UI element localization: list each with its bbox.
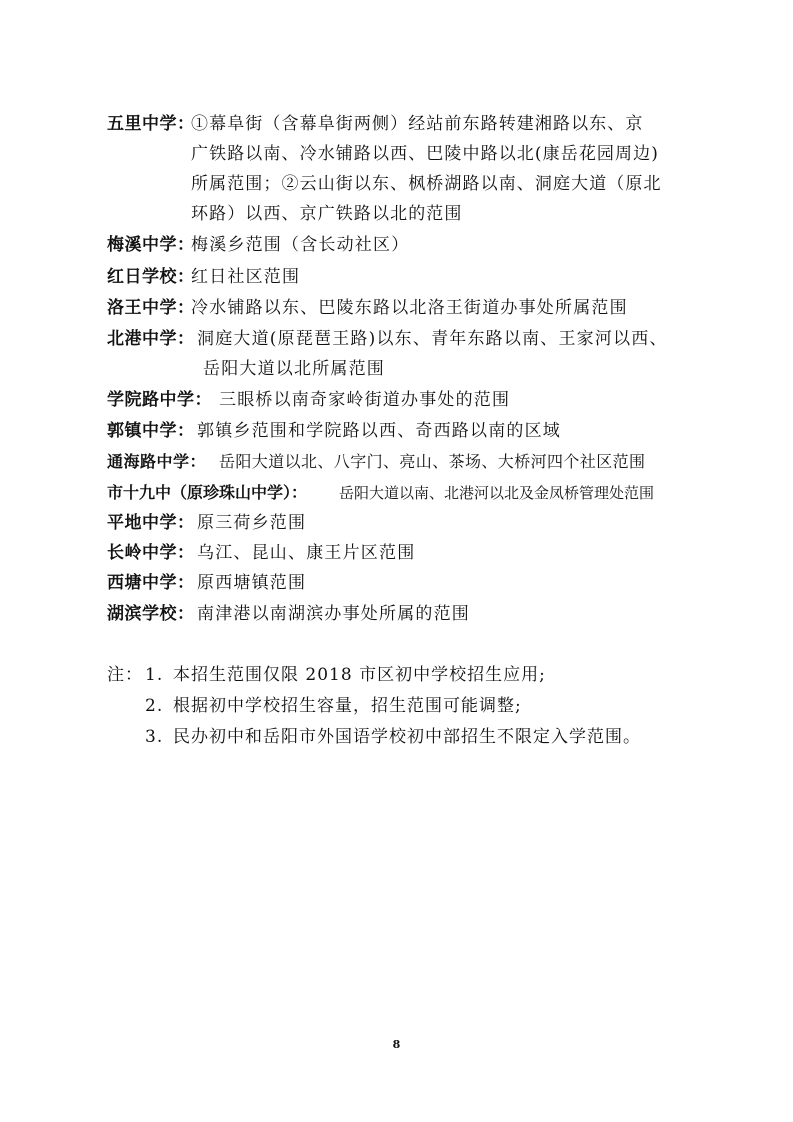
range-line: 岳阳大道以北、八字门、亮山、茶场、大桥河四个社区范围 [219, 452, 646, 471]
school-range [197, 538, 415, 568]
school-range [191, 262, 300, 292]
range-line: 郭镇乡范围和学院路以西、奇西路以南的区域 [197, 421, 561, 441]
school-range [191, 293, 628, 323]
range-line: 冷水铺路以东、巴陵东路以北洛王街道办事处所属范围 [191, 298, 628, 318]
note-number: 3. [145, 727, 164, 747]
school-range [197, 568, 306, 598]
note-number: 2. [145, 696, 164, 716]
range-line: 所属范围；②云山街以东、枫桥湖路以南、洞庭大道（原北 [191, 174, 662, 194]
range-line: 梅溪乡范围（含长动社区） [191, 235, 410, 255]
range-line: 红日社区范围 [191, 267, 301, 287]
school-name: 红日学校： [107, 267, 195, 287]
school-name: 郭镇中学： [107, 421, 195, 441]
range-line: ①幕阜街（含幕阜街两侧）经站前东路转建湘路以东、京 [191, 114, 644, 134]
range-line: 乌江、昆山、康王片区范围 [197, 543, 416, 563]
school-name: 通海路中学： [107, 452, 207, 471]
school-name: 北港中学： [107, 329, 195, 349]
note-text: 本招生范围仅限 2018 市区初中学校招生应用; [173, 665, 546, 685]
school-range [197, 599, 470, 629]
school-range [219, 447, 645, 477]
school-name: 五里中学： [107, 114, 195, 134]
range-line: 三眼桥以南奇家岭街道办事处的范围 [219, 390, 511, 410]
range-line: 原西塘镇范围 [197, 573, 307, 593]
school-range [219, 385, 510, 415]
note-item [107, 660, 707, 691]
range-line: 广铁路以南、冷水铺路以西、巴陵中路以北(康岳花园周边) [191, 144, 659, 164]
note-text: 根据初中学校招生容量，招生范围可能调整; [173, 696, 522, 716]
note-text: 民办初中和岳阳市外国语学校初中部招生不限定入学范围。 [173, 727, 641, 747]
school-name: 长岭中学： [107, 543, 195, 563]
note-item [107, 691, 707, 722]
school-range [197, 324, 668, 384]
school-range [191, 230, 409, 260]
school-range [191, 109, 662, 229]
note-number: 1. [145, 665, 164, 685]
range-line: 原三荷乡范围 [197, 513, 307, 533]
range-line: 岳阳大道以南、北港河以北及金凤桥管理处范围 [339, 484, 655, 502]
range-line: 洞庭大道(原琵琶王路)以东、青年东路以南、王家河以西、 [197, 329, 668, 349]
note-item [107, 722, 707, 753]
school-name: 洛王中学： [107, 298, 195, 318]
school-range [197, 508, 306, 538]
school-name: 西塘中学： [107, 573, 195, 593]
range-line: 环路）以西、京广铁路以北的范围 [191, 204, 463, 224]
school-range [197, 416, 561, 446]
range-line: 岳阳大道以北所属范围 [203, 359, 385, 379]
school-name: 梅溪中学： [107, 235, 195, 255]
notes-section [107, 660, 707, 753]
school-name: 学院路中学： [107, 390, 212, 410]
notes-label: 注： [107, 665, 143, 685]
school-name: 湖滨学校： [107, 604, 195, 624]
range-line: 南津港以南湖滨办事处所属的范围 [197, 604, 470, 624]
school-range [339, 478, 654, 508]
page-number: 8 [392, 1038, 401, 1051]
school-name: 市十九中（原珍珠山中学）： [107, 483, 308, 502]
school-name: 平地中学： [107, 513, 195, 533]
